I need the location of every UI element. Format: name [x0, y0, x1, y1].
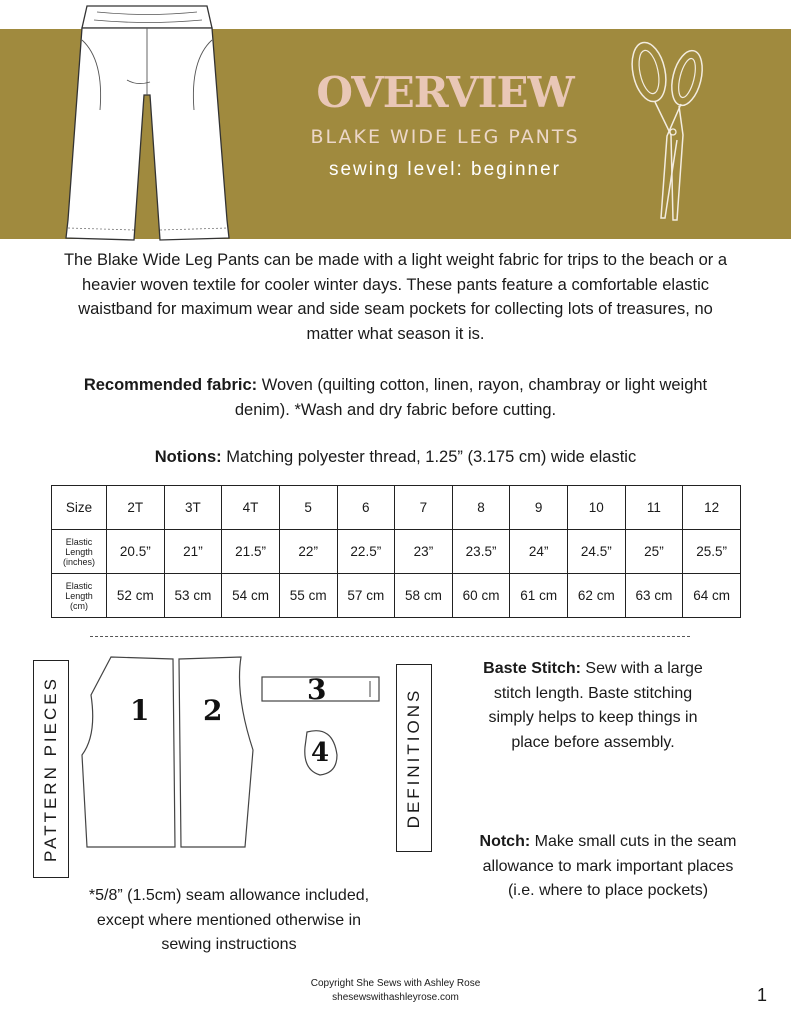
cm-cell: 54 cm: [222, 574, 280, 618]
size-cell: 4T: [222, 486, 280, 530]
inches-cell: 24”: [510, 530, 568, 574]
piece-number: 3: [307, 673, 327, 706]
fabric-text: Woven (quilting cotton, linen, rayon, chambray or light weight denim). *Wash and dry fabric before cutting.: [234, 376, 708, 419]
notch-definition: [470, 830, 746, 904]
piece-number: 1: [130, 694, 150, 727]
recommended-fabric: [60, 373, 731, 422]
size-cell: 7: [395, 486, 453, 530]
copyright-text: Copyright She Sews with Ashley Rose: [310, 978, 481, 989]
baste-text: Sew with a large stitch length. Baste stitching simply helps to keep things in place before assembly.: [488, 660, 703, 751]
dashed-divider: [90, 636, 690, 637]
cm-cell: 53 cm: [164, 574, 222, 618]
pants-illustration: [52, 0, 242, 247]
page-title: OVERVIEW: [316, 68, 574, 117]
fabric-label: Recommended fabric:: [83, 376, 258, 394]
inches-cell: 23”: [395, 530, 453, 574]
notch-text: Make small cuts in the seam allowance to mark important places (i.e. where to place pockets): [482, 833, 737, 899]
scissors-illustration: [625, 40, 715, 225]
cm-cell: 61 cm: [510, 574, 568, 618]
inches-cell: 25.5”: [683, 530, 741, 574]
website-text: shesewswithashleyrose.com: [332, 992, 459, 1003]
piece-number: 2: [203, 694, 223, 727]
cm-cell: 64 cm: [683, 574, 741, 618]
size-cell: 12: [683, 486, 741, 530]
baste-term: Baste Stitch:: [483, 660, 581, 677]
pattern-pieces-label: PATTERN PIECES: [41, 676, 60, 862]
cm-cell: 55 cm: [279, 574, 337, 618]
footer: [230, 977, 561, 1005]
row-label-inches: Elastic Length (inches): [52, 530, 107, 574]
cm-cell: 57 cm: [337, 574, 395, 618]
notions: [60, 448, 731, 467]
size-header-cell: Size: [52, 486, 107, 530]
seam-allowance-note: *5/8” (1.5cm) seam allowance included, except where mentioned otherwise in sewing instructions: [88, 887, 370, 953]
size-cell: 11: [625, 486, 683, 530]
pattern-piece-front: [82, 657, 175, 847]
intro-paragraph: The Blake Wide Leg Pants can be made with a light weight fabric for trips to the beach or a heavier woven textile for cooler winter days. These pants feature a comfortable elastic waistband for maximum wear and side seam pockets for collecting lots of treasures, no matter what season it is.: [63, 251, 728, 343]
inches-cell: 23.5”: [452, 530, 510, 574]
table-row-cm: [52, 574, 741, 618]
cm-cell: 58 cm: [395, 574, 453, 618]
inches-cell: 20.5”: [107, 530, 165, 574]
pattern-piece-back: [179, 657, 253, 847]
inches-cell: 22.5”: [337, 530, 395, 574]
notions-label: Notions:: [154, 448, 222, 466]
table-row-sizes: [52, 486, 741, 530]
size-cell: 2T: [107, 486, 165, 530]
inches-cell: 22”: [279, 530, 337, 574]
size-cell: 3T: [164, 486, 222, 530]
inches-cell: 24.5”: [568, 530, 626, 574]
cm-cell: 52 cm: [107, 574, 165, 618]
size-cell: 8: [452, 486, 510, 530]
inches-cell: 21.5”: [222, 530, 280, 574]
pattern-pieces-diagram: [75, 655, 385, 865]
elastic-size-table: [51, 485, 741, 618]
page-number: 1: [757, 985, 768, 1005]
cm-cell: 62 cm: [568, 574, 626, 618]
size-cell: 6: [337, 486, 395, 530]
pattern-pieces-label-box: [33, 660, 69, 878]
inches-cell: 25”: [625, 530, 683, 574]
definitions-label: DEFINITIONS: [404, 687, 423, 829]
size-cell: 10: [568, 486, 626, 530]
definitions-label-box: [396, 664, 432, 852]
size-cell: 9: [510, 486, 568, 530]
row-label-cm: Elastic Length (cm): [52, 574, 107, 618]
cm-cell: 63 cm: [625, 574, 683, 618]
notions-text: Matching polyester thread, 1.25” (3.175 cm) wide elastic: [226, 448, 637, 466]
notch-term: Notch:: [479, 833, 531, 850]
pattern-name: BLAKE WIDE LEG PANTS: [310, 126, 580, 148]
size-cell: 5: [279, 486, 337, 530]
piece-number: 4: [311, 738, 330, 768]
baste-stitch-definition: [475, 657, 711, 755]
cm-cell: 60 cm: [452, 574, 510, 618]
table-row-inches: [52, 530, 741, 574]
sewing-level: sewing level: beginner: [328, 159, 561, 180]
inches-cell: 21”: [164, 530, 222, 574]
